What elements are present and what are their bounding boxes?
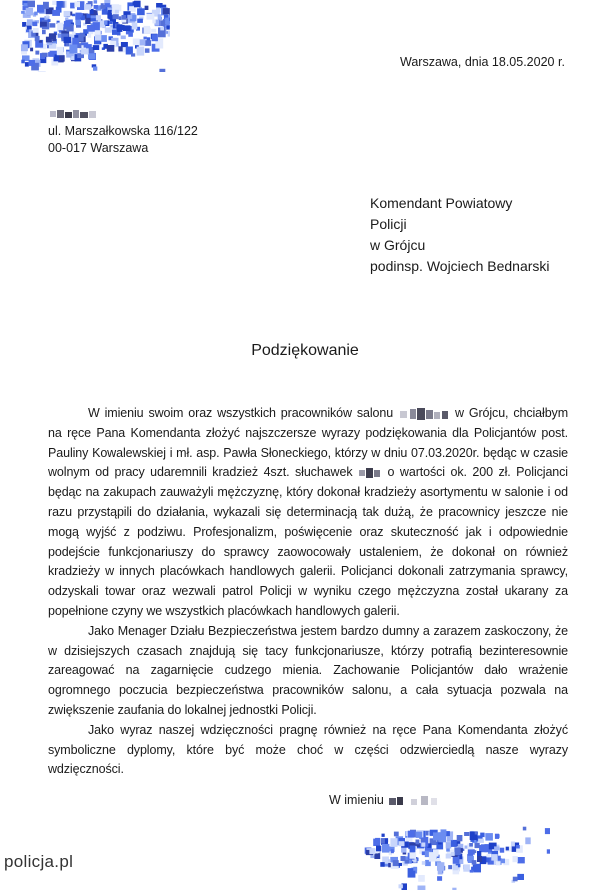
- pixel-cell: [511, 842, 515, 847]
- pixel-cell: [87, 25, 95, 32]
- pixel-cell: [446, 842, 452, 848]
- pixel-cell: [93, 45, 99, 50]
- pixelated-signature-redaction: [350, 815, 550, 890]
- pixel-cell: [117, 24, 123, 32]
- pixel-cell: [88, 34, 92, 38]
- pixel-cell: [144, 26, 150, 34]
- paragraph-1-part-c: , którzy w dniu 07.03.2020r. będąc w czasie wolnym od pracy udaremnili kradzież 4szt. słuchawek: [48, 445, 568, 480]
- paragraph-1-part-b: w Grójcu, chciałbym na ręce Pana Komendanta złożyć najszczersze wyrazy podziękowania dla Policjantów: [48, 406, 569, 440]
- pixel-cell: [152, 34, 158, 41]
- pixel-cell: [470, 870, 474, 873]
- pixel-cell: [115, 10, 119, 14]
- pixel-cell: [134, 1, 141, 8]
- pixel-cell: [485, 833, 493, 841]
- recipient-line-4: podinsp. Wojciech Bednarski: [370, 258, 550, 274]
- pixel-cell: [42, 30, 46, 34]
- pixel-cell: [156, 8, 160, 13]
- pixel-cell: [437, 876, 442, 881]
- pixel-cell: [453, 865, 458, 870]
- pixel-cell: [473, 850, 476, 853]
- pixel-cell: [95, 30, 101, 35]
- pixel-cell: [94, 0, 98, 3]
- pixel-cell: [75, 14, 80, 20]
- pixel-cell: [35, 36, 40, 41]
- pixel-cell: [72, 14, 75, 17]
- recipient-line-3: w Grójcu: [370, 237, 426, 253]
- pixel-cell: [69, 45, 77, 54]
- watermark-prefix: policja: [4, 852, 55, 871]
- letter-body: [48, 404, 568, 780]
- pixel-cell: [27, 26, 32, 30]
- pixel-cell: [152, 19, 155, 23]
- pixel-cell: [75, 19, 80, 25]
- pixel-cell: [472, 860, 477, 865]
- pixel-cell: [137, 8, 145, 15]
- pixel-cell: [137, 19, 143, 23]
- paragraph-1: [48, 404, 568, 622]
- pixel-cell: [375, 838, 380, 843]
- pixel-cell: [46, 37, 52, 43]
- pixel-cell: [57, 23, 63, 31]
- pixel-cell: [86, 44, 92, 49]
- pixel-cell: [382, 844, 389, 853]
- pixel-cell: [525, 837, 530, 844]
- pixel-cell: [64, 11, 71, 17]
- pixel-cell: [145, 40, 152, 46]
- pixel-cell: [52, 10, 60, 16]
- pixel-cell: [410, 846, 416, 853]
- pixel-cell: [169, 13, 170, 21]
- pixel-cell: [513, 856, 518, 862]
- pixel-cell: [40, 22, 47, 27]
- pixel-cell: [107, 13, 112, 19]
- pixel-cell: [147, 37, 151, 40]
- pixel-cell: [144, 37, 147, 40]
- pixel-cell: [88, 53, 95, 59]
- pixel-cell: [118, 46, 122, 51]
- pixel-cell: [65, 18, 68, 21]
- pixel-cell: [453, 856, 460, 864]
- pixel-cell: [516, 845, 520, 849]
- paragraph-3: Jako wyraz naszej wdzięczności pragnę również na ręce Pana Komendanta złożyć symboliczne dyplomy, które być może choć w części odzwierciedlą nasze wyrazy wdzięczności.: [48, 722, 568, 777]
- pixel-cell: [122, 15, 127, 20]
- pixel-cell: [448, 865, 452, 869]
- pixel-cell: [376, 846, 381, 852]
- pixel-cell: [487, 854, 491, 857]
- pixel-cell: [85, 18, 90, 24]
- paragraph-1-part-d: o wartości ok. 200 zł. Policjanci będąc na zakupach zauważyli mężczyznę, który dokonał kradzieży asortymentu w salonie i od razu przystąpili do działania, wykazali się determinacją tak dużą, że pracownicy jeszcze nie mogą wyjść z podziwu. Profesjonalizm, poświęcenie oraz skuteczność jak i odpowiednie podejście funkcjonariuszy do sprawcy zaowocowały ustaleniem, że dokonał on również kradzieży w innych placówkach handlowych galerii. Policjanci dokonali zatrzymania sprawcy, odzyskali towar oraz wezwali patrol Policji w wyniku czego mężczyzna został ukarany za popełnione czyny we wszystkich placówkach handlowych galerii.: [48, 465, 568, 618]
- watermark-suffix: .pl: [54, 852, 74, 871]
- pixel-cell: [405, 860, 409, 864]
- policja-watermark: [4, 852, 73, 872]
- pixel-cell: [399, 841, 405, 846]
- pixel-cell: [455, 848, 461, 856]
- pixel-cell: [523, 827, 527, 831]
- pixel-cell: [418, 886, 426, 890]
- sender-name-redaction: [48, 106, 198, 123]
- pixel-cell: [446, 854, 451, 859]
- pixel-cell: [477, 851, 481, 856]
- pixel-cell: [50, 23, 56, 27]
- pixel-cell: [25, 62, 29, 67]
- pixel-cell: [133, 39, 140, 46]
- sender-street: ul. Marszałkowska 116/122: [48, 124, 198, 138]
- pixel-cell: [433, 832, 439, 840]
- pixel-cell: [469, 843, 473, 847]
- pixel-cell: [131, 53, 135, 56]
- pixel-cell: [27, 19, 33, 25]
- pixel-cell: [160, 20, 165, 26]
- pixel-cell: [139, 39, 146, 45]
- officer-names: post. Pauliny Kowalewskiej i mł. asp. Pawła Słoneckiego: [48, 425, 568, 460]
- pixel-cell: [438, 832, 446, 842]
- pixel-cell: [21, 44, 28, 51]
- pixel-cell: [518, 857, 525, 863]
- pixel-cell: [394, 832, 399, 837]
- pixel-cell: [168, 31, 170, 37]
- pixel-cell: [478, 839, 484, 843]
- pixel-cell: [381, 838, 385, 844]
- pixel-cell: [399, 884, 403, 888]
- pixel-cell: [421, 843, 425, 847]
- pixel-cell: [33, 28, 39, 33]
- place-date: Warszawa, dnia 18.05.2020 r.: [400, 55, 565, 69]
- pixel-cell: [35, 51, 39, 55]
- pixel-cell: [57, 47, 64, 55]
- pixel-cell: [464, 832, 469, 836]
- pixel-cell: [416, 832, 423, 838]
- pixel-cell: [418, 875, 425, 882]
- paragraph-2: Jako Menager Działu Bezpieczeństwa jestem bardzo dumny a zarazem zaskoczony, że w dzisiejszych czasach znajdują się tacy funkcjonariusze, którzy potrafią bezinteresownie zareagować na zagarnięcie cudzego mienia. Zachowanie Policjantów dało wrażenie ogromnego poczucia bezpieczeństwa pracowników salonu, a cała sytuacja pozwala na zwiększenie zaufania do lokalnej jednostki Policji.: [48, 623, 568, 717]
- pixel-cell: [112, 30, 117, 35]
- pixel-cell: [109, 27, 113, 30]
- pixel-cell: [517, 874, 524, 880]
- pixel-cell: [390, 838, 397, 847]
- pixel-cell: [38, 71, 46, 72]
- pixel-cell: [104, 21, 107, 25]
- pixel-cell: [26, 8, 33, 16]
- pixel-cell: [100, 5, 105, 9]
- pixel-cell: [165, 18, 170, 25]
- pixelated-logo-redaction: [20, 0, 170, 72]
- pixel-cell: [94, 5, 98, 9]
- redacted-name-pixels: [50, 110, 98, 119]
- pixel-cell: [57, 1, 63, 7]
- redacted-company-name: [387, 795, 449, 807]
- signature-label: W imieniu: [329, 793, 384, 807]
- pixel-cell: [393, 860, 399, 866]
- pixel-cell: [96, 15, 101, 20]
- pixel-cell: [437, 862, 444, 871]
- pixel-cell: [429, 852, 437, 862]
- pixel-cell: [437, 858, 440, 862]
- recipient-block: [370, 193, 550, 277]
- pixel-cell: [160, 27, 164, 31]
- pixel-cell: [475, 832, 478, 835]
- pixel-cell: [506, 847, 509, 851]
- pixel-cell: [132, 23, 138, 30]
- pixel-cell: [29, 60, 35, 66]
- pixel-cell: [382, 834, 385, 837]
- pixel-cell: [74, 1, 80, 7]
- pixel-cell: [127, 15, 132, 19]
- pixel-cell: [496, 861, 501, 865]
- pixel-cell: [159, 69, 165, 72]
- pixel-cell: [147, 14, 155, 20]
- pixel-cell: [410, 853, 417, 859]
- pixel-cell: [21, 60, 25, 64]
- pixel-cell: [123, 25, 131, 31]
- pixel-cell: [480, 833, 484, 837]
- pixel-cell: [380, 862, 384, 867]
- pixel-cell: [72, 38, 79, 46]
- pixel-cell: [72, 32, 76, 35]
- pixel-cell: [491, 854, 497, 861]
- pixel-cell: [70, 3, 75, 9]
- pixel-cell: [166, 25, 170, 29]
- pixel-cell: [48, 52, 54, 57]
- pixel-cell: [95, 34, 102, 41]
- recipient-line-2: Policji: [370, 216, 407, 232]
- pixel-cell: [451, 852, 455, 856]
- pixel-cell: [117, 32, 121, 36]
- pixel-cell: [32, 22, 37, 27]
- pixel-cell: [475, 843, 480, 848]
- redacted-salon-name: [398, 408, 450, 420]
- pixel-cell: [26, 30, 29, 33]
- pixel-cell: [446, 849, 450, 852]
- pixel-cell: [421, 839, 425, 842]
- pixel-cell: [163, 8, 170, 14]
- pixel-cell: [413, 867, 417, 871]
- pixel-cell: [34, 12, 38, 16]
- pixel-cell: [145, 48, 150, 52]
- pixel-cell: [107, 45, 115, 52]
- pixel-cell: [30, 48, 33, 52]
- sender-address: [48, 106, 198, 157]
- pixel-cell: [151, 29, 156, 33]
- pixel-cell: [451, 840, 457, 847]
- pixel-cell: [42, 53, 48, 57]
- pixel-cell: [401, 856, 406, 861]
- pixel-cell: [463, 864, 470, 871]
- recipient-line-1: Komendant Powiatowy: [370, 195, 513, 211]
- pixel-cell: [495, 834, 499, 839]
- pixel-cell: [156, 3, 163, 8]
- pixel-cell: [369, 848, 375, 854]
- pixel-cell: [43, 2, 49, 9]
- pixel-cell: [547, 849, 550, 853]
- pixel-cell: [121, 36, 126, 40]
- pixel-cell: [64, 37, 72, 43]
- pixel-cell: [84, 4, 91, 10]
- redacted-brand-name: [358, 467, 382, 479]
- pixel-cell: [27, 1, 35, 8]
- pixel-cell: [64, 21, 70, 27]
- pixel-cell: [23, 3, 27, 6]
- pixel-cell: [145, 6, 149, 10]
- pixel-cell: [52, 1, 56, 5]
- pixel-cell: [391, 849, 394, 853]
- letter-title: Podziękowanie: [251, 342, 359, 359]
- pixel-cell: [477, 856, 482, 862]
- sender-postal: 00-017 Warszawa: [48, 141, 149, 155]
- pixel-cell: [46, 15, 49, 17]
- pixel-cell: [137, 47, 145, 56]
- signature-block: [329, 793, 449, 807]
- pixel-cell: [81, 48, 89, 54]
- paragraph-1-part-a: W imieniu swoim oraz wszystkich pracowników salonu: [88, 406, 394, 420]
- pixel-cell: [109, 21, 113, 24]
- pixel-cell: [93, 67, 97, 71]
- pixel-cell: [113, 14, 119, 19]
- pixel-cell: [128, 32, 133, 37]
- pixel-cell: [78, 35, 83, 42]
- pixel-cell: [545, 828, 550, 834]
- pixel-cell: [422, 861, 426, 865]
- pixel-cell: [457, 835, 463, 841]
- pixel-cell: [494, 846, 500, 850]
- pixel-cell: [500, 848, 504, 853]
- pixel-cell: [513, 877, 518, 882]
- pixel-cell: [21, 11, 25, 14]
- pixel-cell: [416, 840, 420, 845]
- pixel-cell: [48, 19, 51, 22]
- pixel-cell: [408, 831, 415, 838]
